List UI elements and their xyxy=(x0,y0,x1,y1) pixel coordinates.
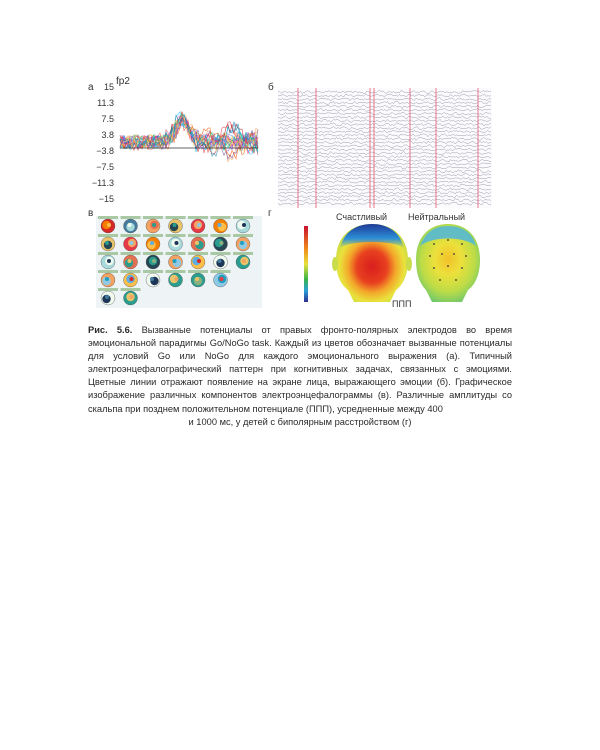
figure-caption xyxy=(88,324,512,429)
component-maps-grid xyxy=(96,216,262,308)
eeg-pattern-plot xyxy=(278,88,492,208)
happy-head xyxy=(332,224,412,302)
ytick-label: 3.8 xyxy=(101,130,114,140)
panel-a-letter: а xyxy=(88,82,94,93)
ytick-label: 15 xyxy=(103,82,114,92)
ytick-label: −11.3 xyxy=(91,178,114,188)
scalp-maps xyxy=(268,210,494,310)
caption-last-line: и 1000 мс, у детей с биполярным расстройством (г) xyxy=(188,416,412,427)
neutral-head xyxy=(416,224,480,302)
erp-plot xyxy=(86,76,262,206)
panel-c xyxy=(86,210,262,306)
happy-label: Счастливый xyxy=(336,212,388,222)
panel-d xyxy=(268,210,494,310)
ytick-label: −7.5 xyxy=(96,162,114,172)
panel-b xyxy=(268,76,494,206)
panel-c-letter: в xyxy=(88,208,94,219)
lpp-label: ППП xyxy=(392,299,412,309)
neutral-label: Нейтральный xyxy=(408,212,466,222)
ytick-label: −3.8 xyxy=(96,146,114,156)
ytick-label: −15 xyxy=(98,194,114,204)
panel-a-channel-label: fp2 xyxy=(116,76,130,87)
caption-text: Вызванные потенциалы от правых фронто-полярных электродов во время эмоциональной парадигмы Go/NoGo task. Каждый из цветов обозначает вызванные потенциалы для условий Go или NoGo для каждого эмоционального выражения (а). Типичный электроэнцефалографический паттерн при когнитивных задачах, связанных с эмоциями. Цветные линии отражают появление на экране лица, выражающего эмоции (б). Графическое изображение различных компонентов электроэнцефалограммы (в). Различные амплитуды со скальпа при позднем положительном потенциале (ППП), усредненные между 400 xyxy=(88,325,512,414)
panel-a xyxy=(86,76,262,206)
ytick-label: 7.5 xyxy=(101,114,114,124)
ytick-label: 11.3 xyxy=(97,98,114,108)
caption-label: Рис. 5.6. xyxy=(88,325,133,335)
panel-d-letter: г xyxy=(268,208,272,219)
panel-b-letter: б xyxy=(268,82,274,93)
colorbar xyxy=(304,226,308,302)
